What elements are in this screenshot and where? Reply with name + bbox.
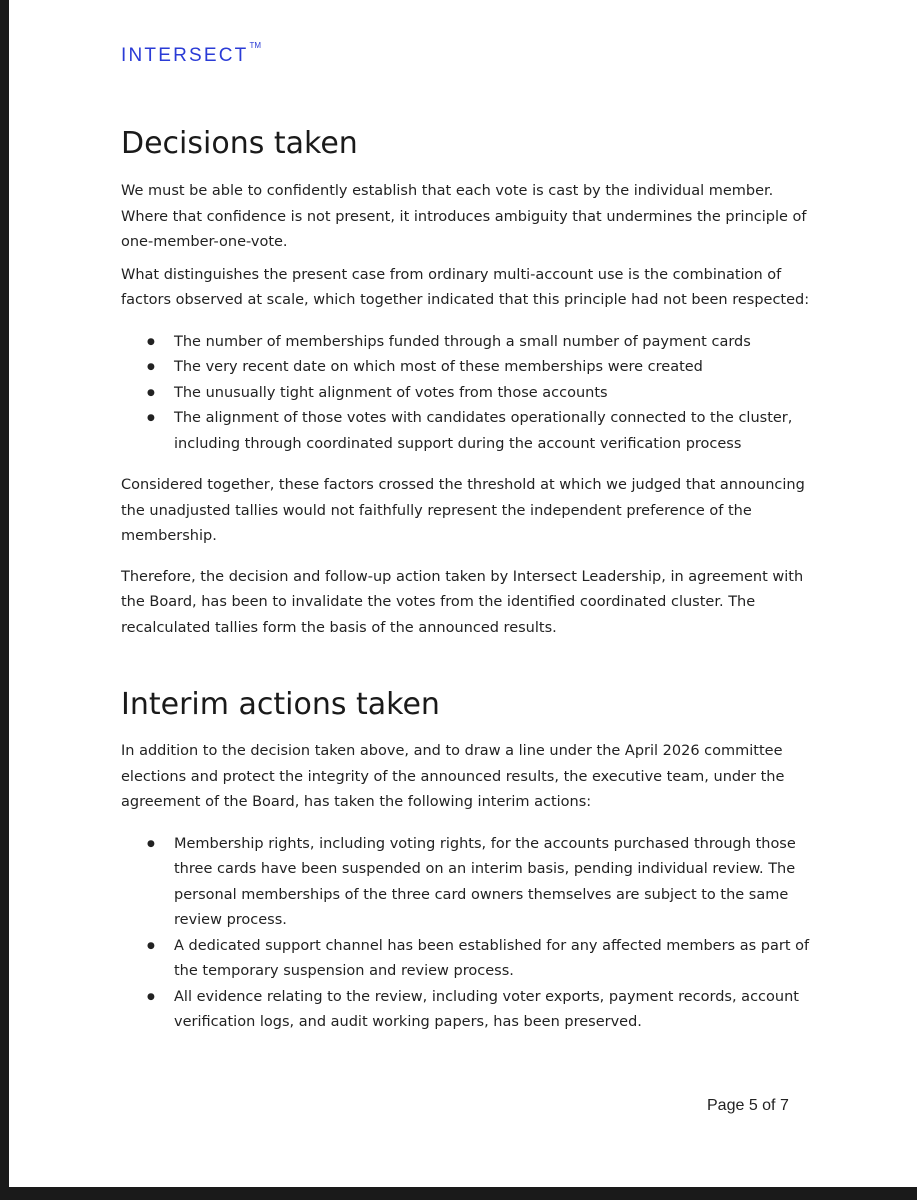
intersect-logo — [121, 38, 261, 74]
logo-wordmark: INTERSECT — [121, 45, 249, 66]
interim-actions-list — [121, 832, 821, 1036]
list-item: ● All evidence relating to the review, including voter exports, payment records, account verification logs, and audit working papers, has been preserved. — [121, 985, 821, 1036]
factors-list — [121, 330, 821, 458]
list-item: ● Membership rights, including voting rights, for the accounts purchased through those three cards have been suspended on an interim basis, pending individual review. The personal memberships of the three card owners themselves are subject to the same review process. — [121, 832, 821, 934]
paragraph: Therefore, the decision and follow-up action taken by Intersect Leadership, in agreement with the Board, has been to invalidate the votes from the identified coordinated cluster. The recalculated tallies form the basis of the announced results. — [121, 568, 804, 636]
paragraph: In addition to the decision taken above, and to draw a line under the April 2026 committee elections and protect the integrity of the announced results, the executive team, under the agreement of the Board, has taken the following interim actions: — [121, 743, 785, 810]
list-item: ● The alignment of those votes with candidates operationally connected to the cluster, including through coordinated support during the account verification process — [121, 406, 821, 457]
logo-trademark: TM — [249, 41, 262, 50]
section-heading-interim-actions: Interim actions taken — [121, 687, 440, 722]
document-content — [121, 122, 821, 1036]
list-item: ● The unusually tight alignment of votes from those accounts — [121, 381, 821, 407]
paragraph: What distinguishes the present case from ordinary multi-account use is the combination of factors observed at scale, which together indicated that this principle had not been respected: — [121, 266, 810, 308]
list-item: ● The number of memberships funded through a small number of payment cards — [121, 330, 821, 356]
section-heading-decisions: Decisions taken — [121, 126, 358, 161]
list-item: ● The very recent date on which most of these memberships were created — [121, 355, 821, 381]
paragraph: Considered together, these factors crossed the threshold at which we judged that announcing the unadjusted tallies would not faithfully represent the independent preference of the membership. — [121, 477, 805, 544]
paragraph: We must be able to confidently establish that each vote is cast by the individual member. Where that confidence is not present, it introduces ambiguity that undermines the principle of one-member-one-vote. — [121, 183, 807, 250]
list-item: ● A dedicated support channel has been established for any affected members as part of the temporary suspension and review process. — [121, 934, 821, 985]
page-number: Page 5 of 7 — [707, 1097, 789, 1114]
